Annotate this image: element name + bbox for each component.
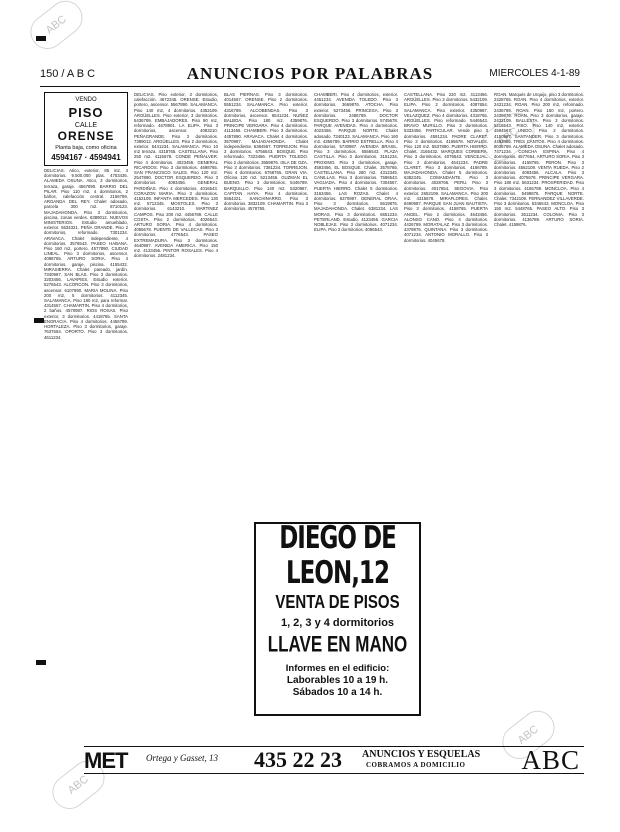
ad-tagline: LLAVE EN MANO: [267, 632, 408, 657]
column-1: [44, 168, 128, 730]
page-title: ANUNCIOS POR PALABRAS: [186, 64, 434, 83]
column-6-text: ROAN. Marqués de Urquijo, piso 3 dormitorios. 2428765. ROAN. Piso 4 dormitorios, exterior. 2431234. ROAN. Piso 200 m2, reformado. 2436789. ROAN. Piso 150 m2, portero. 2439876. ROAN. Piso 3 dormitorios, garaje. 2432109. BALLESTA. Piso 3 dormitorios. 5216543. PISO. Piso 140 m2, exterior. 4594567. UNIDO. Piso 2 dormitorios. 4150987. SANTANDER. Piso 3 dormitorios. 4493456. TRES CANTOS. Piso 4 dormitorios. 8036789. ALAMEDA OSUNA. Chalet adosado. 7471234. CONCHA ESPINA. Piso 4 dormitorios. 4577654. ARTURO SORIA. Piso 3 dormitorios. 4158765. PERON. Piso 3 dormitorios. 4562109. VENTA RUEDA. Piso 2 dormitorios. 4083456. ALCALA. Piso 3 dormitorios. 4075678. PRINCIPE VERGARA. Piso 180 m2. 5631234. PROSPERIDAD. Piso 3 dormitorios. 4156789. MONCLOA. Piso 4 dormitorios. 5499876. PARQUE NORTE. Chalet. 7342109. FERNANDEZ VILLAVERDE. Piso 3 dormitorios. 5346543. MONCLOA. Piso 150 m2. 5448765. PASEO ALTO. Piso 3 dormitorios. 3511234. COLONIA. Piso 3 dormitorios. 4136789. ARTURO SORIA. Chalet. 4159876.: [494, 92, 584, 228]
ad-description: Planta baja, como oficina: [55, 145, 117, 151]
page-header: [40, 64, 580, 87]
column-4: [314, 92, 398, 520]
column-1-text: DELICIAS. Atico, exterior, 85 m2, 3 dormitorios. 9.500.000 ptas. 4753436. ALAMEDA OSUNA. Atico, 3 dormitorios, terraza, garaje. 4567890. BARRIO DEL PILAR. Piso 110 m2, 4 dormitorios, 2 baños, calefacción central. 2156789. ARGANDA DEL REY. Chalet adosado, parcela 300 m2. 8710123. MAJADAHONDA. Piso 3 dormitorios, piscina, zonas verdes. 6389012. NUEVOS MINISTERIOS. Estudio amueblado, exterior. 5534321. PEÑA GRANDE. Piso 2 dormitorios, reformado. 7301234. ARAVACA. Chalet independiente, 4 dormitorios. 3576543. PASEO HABANA. Piso 160 m2, portero. 4577890. CIUDAD LINEAL. Piso 3 dormitorios, ascensor. 4088765. ARTURO SORIA. Piso 4 dormitorios, garaje, piscina. 4155432. MIRASIERRA. Chalet pareado, jardín. 7340987. SAN BLAS. Piso 3 dormitorios. 3203456. LAVAPIES. Estudio exterior. 5276543. ALCORCON. Piso 3 dormitorios, ascensor. 6107890. MARIA MOLINA. Piso 200 m2, 5 dormitorios. 4112345. SALAMANCA. Piso 180 m2, para reformar. 4314567. CHAMARTIN. Piso 4 dormitorios, 2 baños. 4570987. RIOS ROSAS. Piso exterior, 3 dormitorios. 4418765. SANTA ENGRACIA. Piso 4 dormitorios. 4456789. HORTALEZA. Piso 3 dormitorios, garaje. 7637654. OPORTO. Piso 3 dormitorios. 4611234.: [44, 168, 128, 340]
footer-address: Ortega y Gasset, 13: [146, 753, 218, 763]
column-6: [494, 92, 584, 730]
binder-mark-middle: [34, 318, 44, 323]
column-4-text: CHAMBERI. Piso 4 dormitorios, exterior. 4451234. AVENIDA TOLEDO. Piso 3 dormitorios. 3669876. ATOCHA. Piso exterior. 5273456. PRINCESA. Piso 3 dormitorios. 2486789. DOCTOR ESQUERDO. Piso 3 dormitorios. 5745678. PARQUE AVENIDAS. Piso 4 dormitorios. 4023456. PARQUE NORTE. Chalet adosado. 7340123. SALAMANCA. Piso 160 m2. 4356789. BARRIO ESTRELLA. Piso 4 dormitorios. 5730987. AVENIDA BRASIL. Piso 3 dormitorios. 5556543. PLAZA CASTILLA. Piso 3 dormitorios. 3151234. PROXIMO. Piso 3 dormitorios, garaje. 4593456. EL BOSQUE. Chalet. 3578765. CASTELLANA. Piso 280 m2. 4312345. CANILLAS. Piso 3 dormitorios. 7596543. VAGUADA. Piso 4 dormitorios. 7304567. PUERTA HIERRO. Chalet 5 dormitorios. 3163456. LAS ROZAS. Chalet 4 dormitorios. 6370987. GENERAL ORAA. Piso 3 dormitorios. 5619876. MAJADAHONDA. Chalet. 6381234. LAS MORAS. Piso 3 dormitorios. 6551234. PETERLAND. Estudio. 4123456. GARCIA NOBLEJAS. Piso 3 dormitorios. 4071234. ELIPA. Piso 3 dormitorios. 4086543.: [314, 92, 398, 233]
issue-date: MIERCOLES 4-1-89: [489, 68, 580, 79]
page-number: 150 / A B C: [40, 68, 96, 80]
vendo-piso-ad: [44, 92, 128, 166]
ad-info-label: Informes en el edificio:: [285, 663, 390, 674]
column-5-text: CASTELLANA. Piso 220 m2. 4113456. ARGÜELLES. Piso 3 dormitorios. 5432109. ELIPA. Piso 2 dormitorios. 4087654. SALAMANCA. Piso exterior. 4350987. VELAZQUEZ. Piso 4 dormitorios. 4318765. ARGÜELLES. Piso reformado. 5446543. BRAVO MURILLO. Piso 3 dormitorios. 5333456. PARTICULAR. Vende piso 3 dormitorios. 4591234. PADRE CLARET. Piso 3 dormitorios. 4165678. NOVALES. Piso 120 m2. 5537890. PUERTA HIERRO. Chalet. 3165432. MARQUES CORBERA. Piso 3 dormitorios. 4076543. VENCEJAL. Piso 2 dormitorios. 4641234. PADRE CLARET. Piso 3 dormitorios. 4166789. MAJADAHONDA. Chalet 5 dormitorios. 6382345. COMANDANTE. Piso 3 dormitorios. 4028765. PERU. Piso 3 dormitorios. 4017654. SEGOVIA. Piso exterior. 2652109. SALAMANCA. Piso 200 m2. 4315678. MIRAFLORES. Chalet. 8490987. PARQUE SAN JUAN BAUTISTA. Piso 3 dormitorios. 4158765. PUERTA ANGEL. Piso 2 dormitorios. 4643456. ALONSO CANO. Piso 4 dormitorios. 4426789. MORATALAZ. Piso 3 dormitorios. 4379876. QUINTANA. Piso 3 dormitorios. 4071234. ANTONIO MORALLO. Piso 3 dormitorios. 4045678.: [404, 92, 488, 243]
watermark: ABC: [46, 754, 112, 816]
watermark: ABC: [476, 106, 542, 168]
calle-label: CALLE: [74, 122, 98, 129]
column-2: [134, 92, 218, 730]
ad-subheadline: VENTA DE PISOS: [275, 591, 400, 614]
ad-saturday-hours: Sábados 10 a 14 h.: [292, 687, 383, 698]
watermark: ABC: [496, 704, 562, 766]
ad-rooms: 1, 2, 3 y 4 dormitorios: [280, 617, 395, 629]
footer-phone: 435 22 23: [254, 747, 342, 772]
ad-phone: 4594167 · 4594941: [51, 153, 121, 162]
watermark: ABC: [24, 0, 90, 56]
column-3-text: BLAS PIERNAS. Piso 3 dormitorios. 4014567. ORENSE. Piso 2 dormitorios. 5551234. SALAMANCA. Piso exterior. 4316789. ALCOBENDAS. Piso 3 dormitorios, ascensor. 6541234. NUÑEZ BALBOA. Piso 180 m2. 4359876. PRINCIPE VERGARA. Piso 4 dormitorios. 4113456. CHAMBERI. Piso 3 dormitorios. 4457890. ARAVACA. Chalet 4 dormitorios. 3570987. MAJADAHONDA. Chalet independiente. 6384567. TORREJON. Piso 3 dormitorios. 6756543. BOSQUE. Piso reformado. 7323456. PUERTA TOLEDO. Piso 2 dormitorios. 3659876. ISLA DE OZA. Piso 3 dormitorios. 7381234. TORREJON. Piso 4 dormitorios. 6758765. GRAN VIA. Oficina 120 m2. 5213456. GUZMAN EL BUENO. Piso 3 dormitorios. 5446789. BARQUILLO. Piso 140 m2. 5320987. CAPITAN HAYA. Piso 4 dormitorios. 5554321. SANCHINARRO. Piso 3 dormitorios. 3832109. CHAMARTIN. Piso 3 dormitorios. 4578765.: [224, 92, 308, 212]
footer-cobramos: COBRAMOS A DOMICILIO: [366, 761, 466, 769]
met-logo: MET: [84, 748, 128, 773]
street-name: ORENSE: [57, 129, 115, 143]
ad-weekday-hours: Laborables 10 a 19 h.: [286, 675, 389, 686]
column-2-text: DELICIAS. Piso exterior, 3 dormitorios, calefacción. 4672345. ORENSE. Estudio, portero, ascensor. 5567890. SALAMANCA. Piso 140 m2, 4 dormitorios. 4352109. ARGÜELLES. Piso exterior, 3 dormitorios. 5436789. EMBAJADORES. Piso 90 m2, reformado. 4678901. LA ELIPA. Piso 3 dormitorios, ascensor. 4083210. PEÑAGRANDE. Piso 3 dormitorios. 7389012. ARGÜELLES. Piso 2 dormitorios, exterior. 5441234. SALAMANCA. Piso 10 m2 terraza. 4318765. CASTELLANA. Piso 250 m2. 4115678. CONDE PEÑALVER. Piso 4 dormitorios. 4023456. GENERAL RICARDOS. Piso 3 dormitorios. 4698765. SAN FRANCISCO SALES. Piso 120 m2. 2547890. DOCTOR ESQUERDO. Piso 3 dormitorios. 4093456. GENERAL PARDIÑAS. Piso 4 dormitorios. 4016543. CORAZON MARIA. Piso 3 dormitorios. 4152109. INFANTA MERCEDES. Piso 130 m2. 5712345. MOSTOLES. Piso 3 dormitorios. 6143210. MARTINEZ CAMPOS. Piso 200 m2. 4456789. CALLE COSTA. Piso 2 dormitorios. 4026543. ARTURO SORIA. Piso 4 dormitorios. 4055678. PUENTE DE VALLECAS. Piso 3 dormitorios. 4776543. PASEO EXTREMADURA. Piso 3 dormitorios. 4640987. AVENIDA AMERICA. Piso 150 m2. 4133456. PINTOR ROSALES. Piso 4 dormitorios. 2481234.: [134, 92, 218, 259]
ad-headline: DIEGO DE LEON,12: [279, 520, 396, 592]
footer-anuncios: ANUNCIOS Y ESQUELAS: [362, 749, 481, 760]
column-3: [224, 92, 308, 520]
abc-logo: ABC: [521, 745, 580, 775]
diego-de-leon-ad: [254, 522, 421, 716]
vendo-label: VENDO: [75, 97, 97, 103]
piso-label: PISO: [68, 105, 104, 120]
footer-banner: [84, 746, 584, 774]
